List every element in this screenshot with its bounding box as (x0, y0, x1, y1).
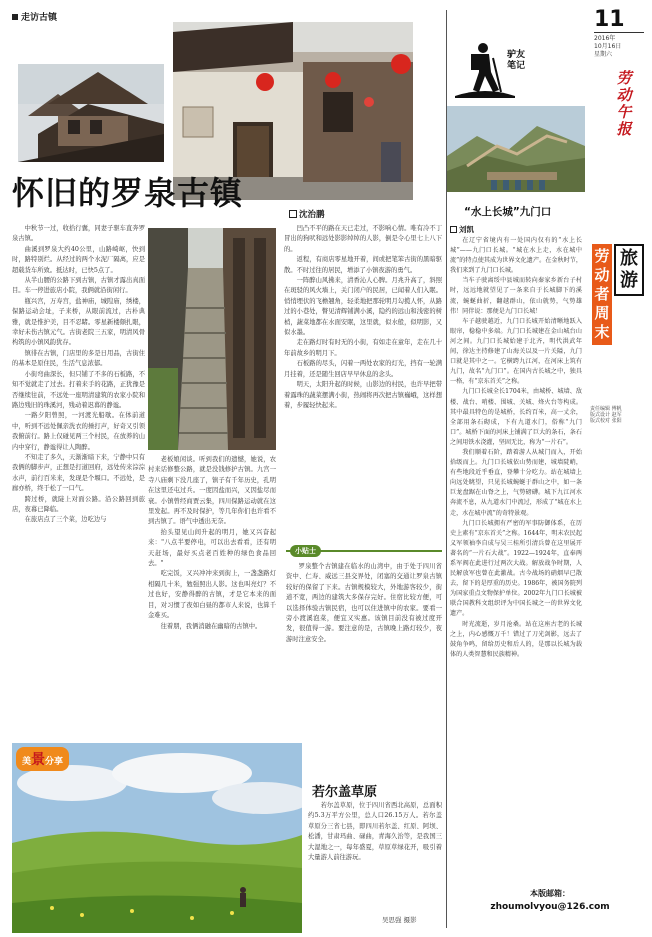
section-sidebar (588, 236, 644, 456)
paragraph: 一路夕阳曾照，一河渡光船歇。在体前道中，听到不远处佩亲洗衣的捶打声，好奇又引领我俯前行。路上仅碰见两三个村民，在放养的山内中穿行，静谧得让人陶醉。 (12, 412, 145, 451)
paragraph: 不知走了多久，天渐渐暗下来，宁静中只有我俩的脚步声，正想是打道回府，远处传来淙淙水声，前行百米来，发现是个堰口。不远处，是廊亦桥，终于松了一口气。 (12, 453, 145, 493)
photo-grassland (12, 743, 302, 933)
sidebar-subtitle: 旅游 (614, 244, 644, 296)
section-label: 走访古镇 (12, 10, 57, 23)
paragraph: 明天，太阳升起的时候，山影边的村民，也许早把带着露珠的蔬菜摆满小街，热闹将再次把古镇巍峨，这样想着，步履轻快起来。 (284, 381, 442, 409)
main-title: 怀旧的罗泉古镇 (12, 174, 244, 212)
paragraph: 老板娘闲谈。听到我们的遗憾，她说，农村来话修整公路，就是没钱修护古镇。九宫一寺八庙剩下没几座了，镇子有千年历史，孔明在这里还屯过兵。一度因盐而兴，又因盐尽而衰。小镇曾经商贾云集，四川保路运动就在这里发起。再不及时保护，等几年你们也许看不到古镇了。语气中透出无奈。 (148, 456, 276, 526)
paragraph: 九门口长城拥有严密的军事防御体系，在历史上素有“京东首关”之称。1644年，明末农民起义军领袖李自成与吴三桂所引清兵曾在这里展开著名的“一片石大战”。1922—1924年，直奉两系军阀在此进行过两次大战。解放战争时期，人民解放军也曾在此激战。古今战场的硝烟早已散去，留下的是厚重的历史。1986年，被国务院列为国家重点文物保护单位。2002年九门口长城被联合国教科文组织评为中国长城之一的世界文化遗产。 (450, 519, 582, 618)
issue-date: 2016年 10月16日 星期六 (594, 35, 622, 58)
paragraph: 当车子驶离绥中县城而转向秦家乡新台子村时，远远地就望见了一条来自于长城脚下的溪流，蜿蜒曲折，翻越群山，依山就势，气势雄伟！同伴说：那便是九门口长城！ (450, 277, 582, 315)
paragraph: 车子越驶越近，九门口长城开始清晰地跃入眼帘，稳稳中多端。九门口长城建在金山城台山河之间。九门口长城始建于北齐，明代洪武年间，徐达主持修建了山海关以及一片关隘，九门口就是其中之一。它横跨九江河，在河床上筑有九门，故名“九门口”。在国内古长城之中，独具一格，有“京东首关”之称。 (450, 317, 582, 386)
paragraph: 时光流逝，岁月沧桑。站在这座古老的长城之上，内心感慨万千！错过了刀光剑影，远去了鼓角争鸣，留给历史和后人的，是那以长城为载体的人类智慧和民族精神。 (450, 620, 582, 658)
email-box (460, 888, 640, 928)
email-label: 本版邮箱： (530, 889, 570, 898)
paragraph: 中秋节一过，收拾行囊，同妻子驱车直奔罗泉古镇。 (12, 225, 145, 243)
grassland-text: 若尔盖草原，位于四川省西北高原，总面积约5.3万平方公里，总人口26.15万人。若尔盖草原分三省七县，即四川若尔盖、红原、阿坝、松潘，甘肃玛曲、碌曲，青海久治等，是我国三大湿地之一，每年盛夏，草原草绿花开，吸引着大量游人前往游玩。 (308, 802, 442, 862)
article-col-2 (148, 455, 276, 731)
square-bullet-icon (12, 14, 18, 20)
paragraph: 抬头望见山间升起的明月，她又兴奋起来："八点半要停电，可以出去看看，还有明天赶场，最好买点老百姓种的绿色食品回去。" (148, 528, 276, 568)
paragraph: 一阵醉山风拂来，清香沁人心脾。月兆升高了，斜照在斑驳的风火墙上，关门闭户的民居，已闻着人们入眠。悄悄埋伏的飞檐翘角，轻柔地把那轮明月勾揽人怀，从路过的小巷处，瞥见清辉铺满小溪，隐约的远山和浅密的树梢，蔬菜地都在水面安眠，这里就，似水般，似明影，又似水墨。 (284, 277, 442, 337)
paragraph: 小街弯曲深长，但只铺了不多的石板路，不知不觉就走了过去。打着来手的花路，正犹豫是否继续往前，不远处一座明清建筑的农家小院和路边残旧的珠溪河，残动着迟暮的静谧。 (12, 370, 145, 409)
paragraph: 返程，有商店零星地开着，间或把笔笨古街的黑暗驱散。不时过往的居民，增添了小镇夜游的勇气。 (284, 256, 442, 274)
paragraph: 在旅店点了三个菜，边吃边与 (24, 516, 107, 524)
photo-stone-stairs (148, 228, 276, 450)
author-byline: 沈治鹏 (289, 208, 325, 220)
paragraph: 吃完饭，又兴冲冲来到街上，一盏盏路灯相隔几十米，勉强照出人影。这也叫亮灯？不过也好，安静得醉的古镇，才是它本来的面目，对习惯了夜如白昼的都市人来说，也算千金难买。 (148, 570, 276, 620)
paragraph: 在辽宁省境内有一处国内仅有的“水上长城”——九门口长城。“城在水上走，水在城中流”的特点使其成为世界文化遗产。在金秋时节，我们来到了九门口长城。 (450, 237, 582, 275)
paragraph: 凹凸不平的路在天已走过，不影响心情。唯有冷不丁冒出的狗吠和远处影影绰绰的人影，倒是令心里七上八下的。 (284, 225, 442, 253)
photo-ancient-roof (18, 64, 164, 162)
paragraph: 走在路灯时有时无的小街，有如走在童年，走在几十年前故乡的明月下。 (284, 339, 442, 357)
share-label: 美景分享 (16, 747, 69, 771)
great-wall-title: “水上长城”九门口 (464, 206, 552, 218)
paragraph: 跨过桥，就陡上对面公路。沿公路回到旅店，夜幕已降临。 (12, 495, 145, 513)
sidebar-credits: 责任编辑 傅帆 版式设计 赵军 版式校对 张阳 (590, 406, 622, 424)
grassland-section (12, 743, 442, 933)
tip-label: 小贴士 (290, 545, 321, 557)
paper-name-logo: 劳动午报 (616, 69, 632, 138)
great-wall-author: 刘凯 (450, 224, 474, 235)
great-wall-text (450, 236, 582, 884)
photo-credit: 吴思强 摄影 (382, 916, 417, 924)
article-col-1 (12, 224, 145, 729)
paragraph: 我们顺着石阶，踏着游人从城门而入，开始拾级而上。九门口长城依山势而建，城墙陡峭，有些地段近乎垂直，登攀十分吃力。站在城墙上向远处眺望，只见长城蜿蜒于群山之中，如一条巨龙盘踞在山脊之上，气势磅礴。城下九江河水奔流不息，从九道水门中流过，形成了“城在水上走，水在城中流”的奇特景观。 (450, 448, 582, 517)
column-heading: 驴友笔记 (507, 50, 526, 71)
paragraph: 曲溪到罗泉大约40公里，山路崎岖，快到时，路特别烂。从经过的两个水泥厂隔离，应是超载货车所致。抵达时，已快5点了。 (12, 245, 145, 274)
square-outline-icon (450, 226, 457, 233)
photo-great-wall (447, 106, 585, 192)
page-number: 11 (594, 8, 644, 33)
paragraph: 从半山腰的公路下到古镇，古镇才露出真面目。车一停进旅店小院，我俩就沿街闲行。 (12, 277, 145, 295)
paragraph: 石板路的尽头，闪着一两处农家的灯光，挡有一轮满月挂着，还是随生回店早早休息的念头。 (284, 360, 442, 378)
sidebar-title: 劳动者周末 (592, 244, 612, 345)
hiker-icon (455, 40, 515, 98)
paragraph: 往着朋，我俩消融在幽暗的古镇中。 (160, 622, 262, 630)
article-col-3 (284, 224, 442, 548)
tip-box (286, 547, 442, 734)
masthead (594, 8, 644, 59)
paragraph: 镇徘在古镇，门店里的多是日用品，古街住的基本是原住民，生活气息浓郁。 (12, 349, 145, 368)
column-heading-block (455, 40, 585, 98)
grassland-title: 若尔盖草原 (312, 785, 378, 800)
square-outline-icon (289, 210, 297, 218)
paragraph: 九门口长城全长1704米，由城桥、城墙、敌楼、战台、哨楼、围城、关城、烽火台等构成。其中最具特色的是城桥，长约百米，高一丈余，全部用条石砌成，下有九道水门，俗称“九门口”。城桥下面的河床上铺满了巨大的条石，条石之间用铁水浇灌，坚固无比，称为“一片石”。 (450, 388, 582, 446)
email-address[interactable]: zhoumolvyou@126.com (490, 902, 610, 912)
paragraph: 瓶兴宫，万寿宫，盐神庙，城隍庙，绣楼，保路运动会址，子来桥，从眼前流过，古朴典雅，就是惟护美，目不忍睹。零星新楼颇扎眼，幸好未伤古镇元气。古街老院三五家，明清风骨构筑的小镇风韵犹存。 (12, 297, 145, 347)
tip-text: 罗泉整个古镇建在临水的山湾中，由于处于四川省资中、仁寿、威远三县交界处，闭塞的交通让罗泉古镇较好的保留了下来。古镇规模较大，外地游客较少，街道不宽，两边的建筑大多保存完好。住宿比较方便，可以选择体验古镇民宿，也可以住进镇中的农家。要看一旁小渡溪泡菜，便宜又实惠。该镇目前没有被过度开发，很值得一游。要注意的是，古镇晚上路灯较少，夜游时注意安全。 (286, 563, 442, 643)
